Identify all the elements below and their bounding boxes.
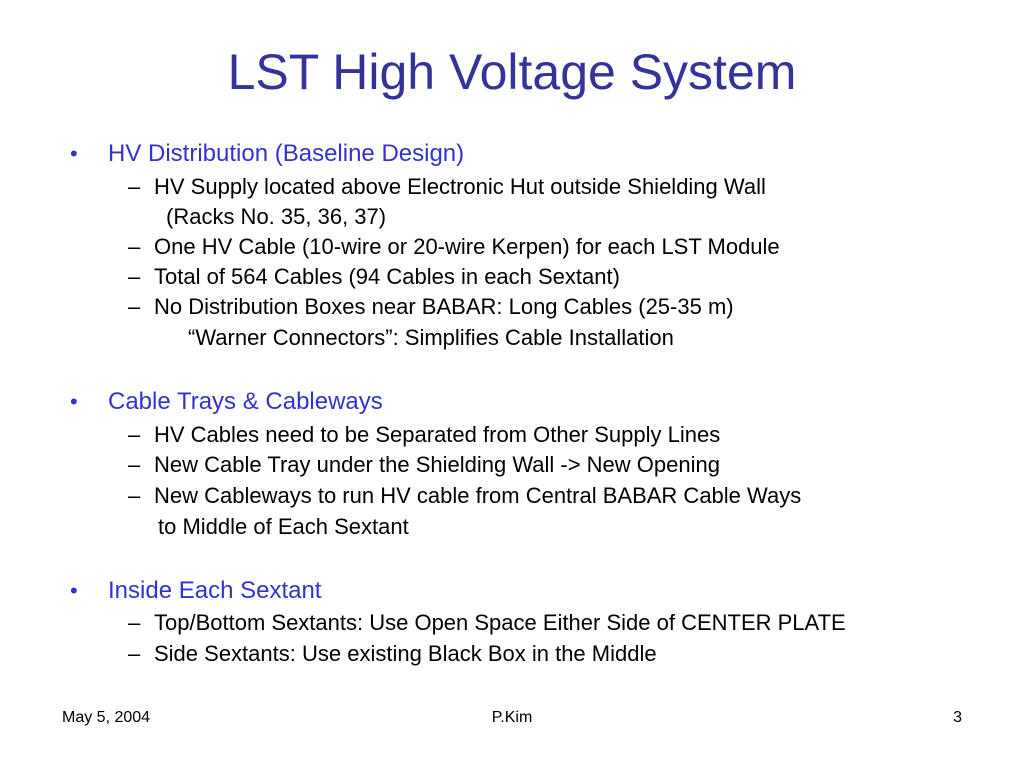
section-heading-inside-each-sextant: Inside Each Sextant — [108, 577, 322, 604]
dash-marker: – — [128, 174, 141, 199]
list-item: HV Cables need to be Separated from Other Supply Lines — [154, 422, 721, 447]
list-item: No Distribution Boxes near BABAR: Long Cables (25-35 m) — [154, 294, 734, 319]
list-item: Total of 564 Cables (94 Cables in each Sextant) — [154, 264, 620, 289]
list-item-continuation: to Middle of Each Sextant — [158, 514, 409, 539]
bullet-marker: • — [70, 389, 78, 414]
list-item: Side Sextants: Use existing Black Box in the Middle — [154, 641, 657, 666]
footer-date: May 5, 2004 — [62, 709, 151, 726]
list-item: New Cableways to run HV cable from Central BABAR Cable Ways — [154, 483, 802, 508]
dash-marker: – — [128, 610, 141, 635]
list-item: HV Supply located above Electronic Hut outside Shielding Wall — [154, 174, 766, 199]
footer-page-number: 3 — [953, 709, 962, 726]
dash-marker: – — [128, 483, 141, 508]
section-heading-hv-distribution: HV Distribution (Baseline Design) — [108, 140, 465, 167]
bullet-marker: • — [70, 141, 78, 166]
footer-author: P.Kim — [491, 709, 533, 726]
list-item: One HV Cable (10-wire or 20-wire Kerpen) for each LST Module — [154, 234, 780, 259]
list-item: New Cable Tray under the Shielding Wall -> New Opening — [154, 452, 720, 477]
dash-marker: – — [128, 294, 141, 319]
dash-marker: – — [128, 452, 141, 477]
slide-title: LST High Voltage System — [227, 44, 797, 100]
list-item-continuation: “Warner Connectors”: Simplifies Cable Installation — [188, 325, 674, 350]
list-item-continuation: (Racks No. 35, 36, 37) — [166, 204, 387, 229]
dash-marker: – — [128, 234, 141, 259]
section-heading-cable-trays: Cable Trays & Cableways — [108, 388, 383, 415]
bullet-marker: • — [70, 578, 78, 603]
dash-marker: – — [128, 422, 141, 447]
list-item: Top/Bottom Sextants: Use Open Space Either Side of CENTER PLATE — [154, 610, 846, 635]
dash-marker: – — [128, 264, 141, 289]
dash-marker: – — [128, 641, 141, 666]
